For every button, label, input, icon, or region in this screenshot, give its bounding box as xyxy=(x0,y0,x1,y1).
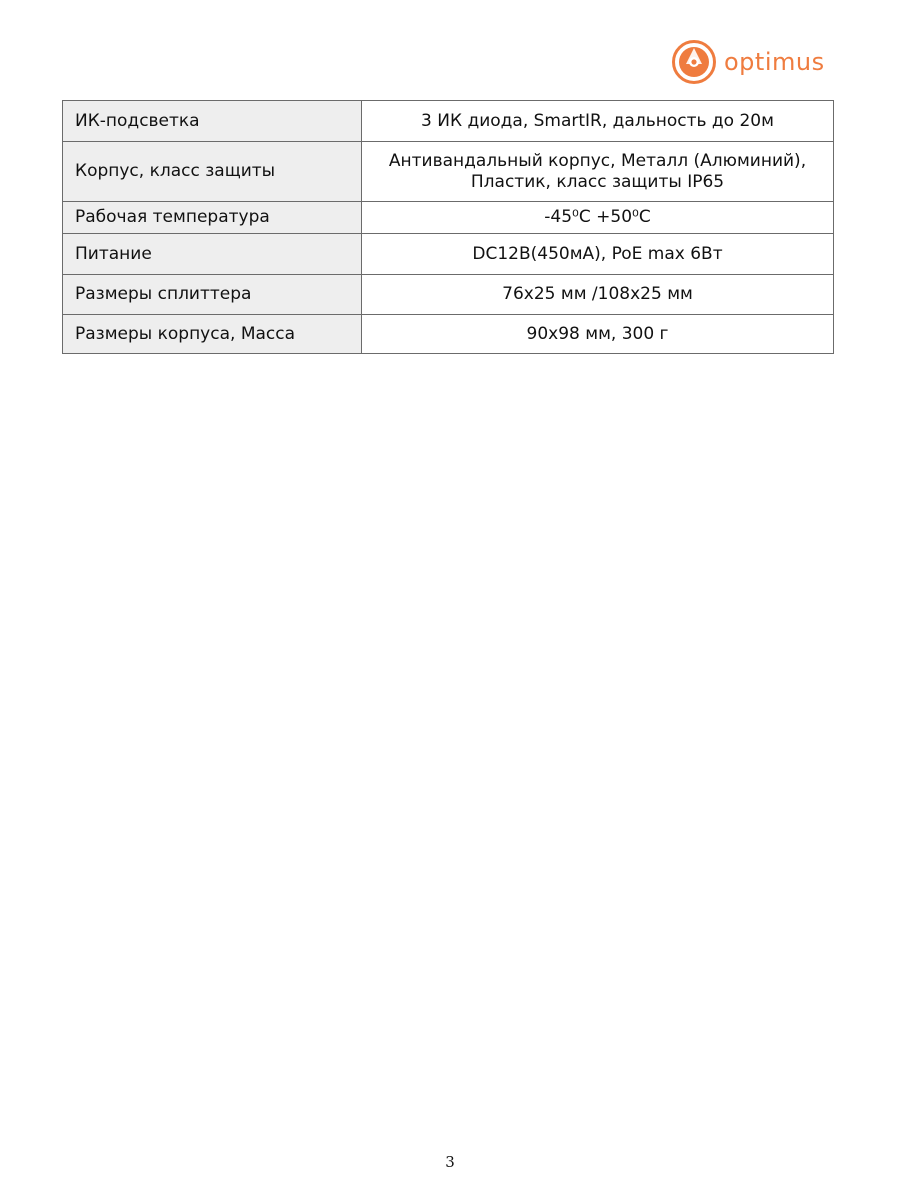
brand-name: optimus xyxy=(724,48,825,76)
spec-value: 90x98 мм, 300 г xyxy=(362,315,834,354)
table-row xyxy=(63,315,834,354)
spec-value: DC12В(450мА), PoE max 6Вт xyxy=(362,234,834,275)
spec-value: 3 ИК диода, SmartIR, дальность до 20м xyxy=(362,101,834,142)
table-row xyxy=(63,142,834,202)
spec-label: Размеры корпуса, Масса xyxy=(63,315,362,354)
spec-value: 76x25 мм /108x25 мм xyxy=(362,275,834,315)
table-row xyxy=(63,275,834,315)
spec-label: Рабочая температура xyxy=(63,202,362,234)
specifications-table xyxy=(62,100,834,354)
page-number: 3 xyxy=(445,1153,455,1171)
spec-label: ИК-подсветка xyxy=(63,101,362,142)
table-row xyxy=(63,101,834,142)
spec-label: Корпус, класс защиты xyxy=(63,142,362,202)
brand-logo xyxy=(672,40,842,84)
optimus-logo-icon xyxy=(672,40,716,84)
spec-label: Размеры сплиттера xyxy=(63,275,362,315)
spec-value: -45⁰С +50⁰С xyxy=(362,202,834,234)
spec-value: Антивандальный корпус, Металл (Алюминий), Пластик, класс защиты IP65 xyxy=(362,142,834,202)
spec-label: Питание xyxy=(63,234,362,275)
table-row xyxy=(63,234,834,275)
table-row xyxy=(63,202,834,234)
